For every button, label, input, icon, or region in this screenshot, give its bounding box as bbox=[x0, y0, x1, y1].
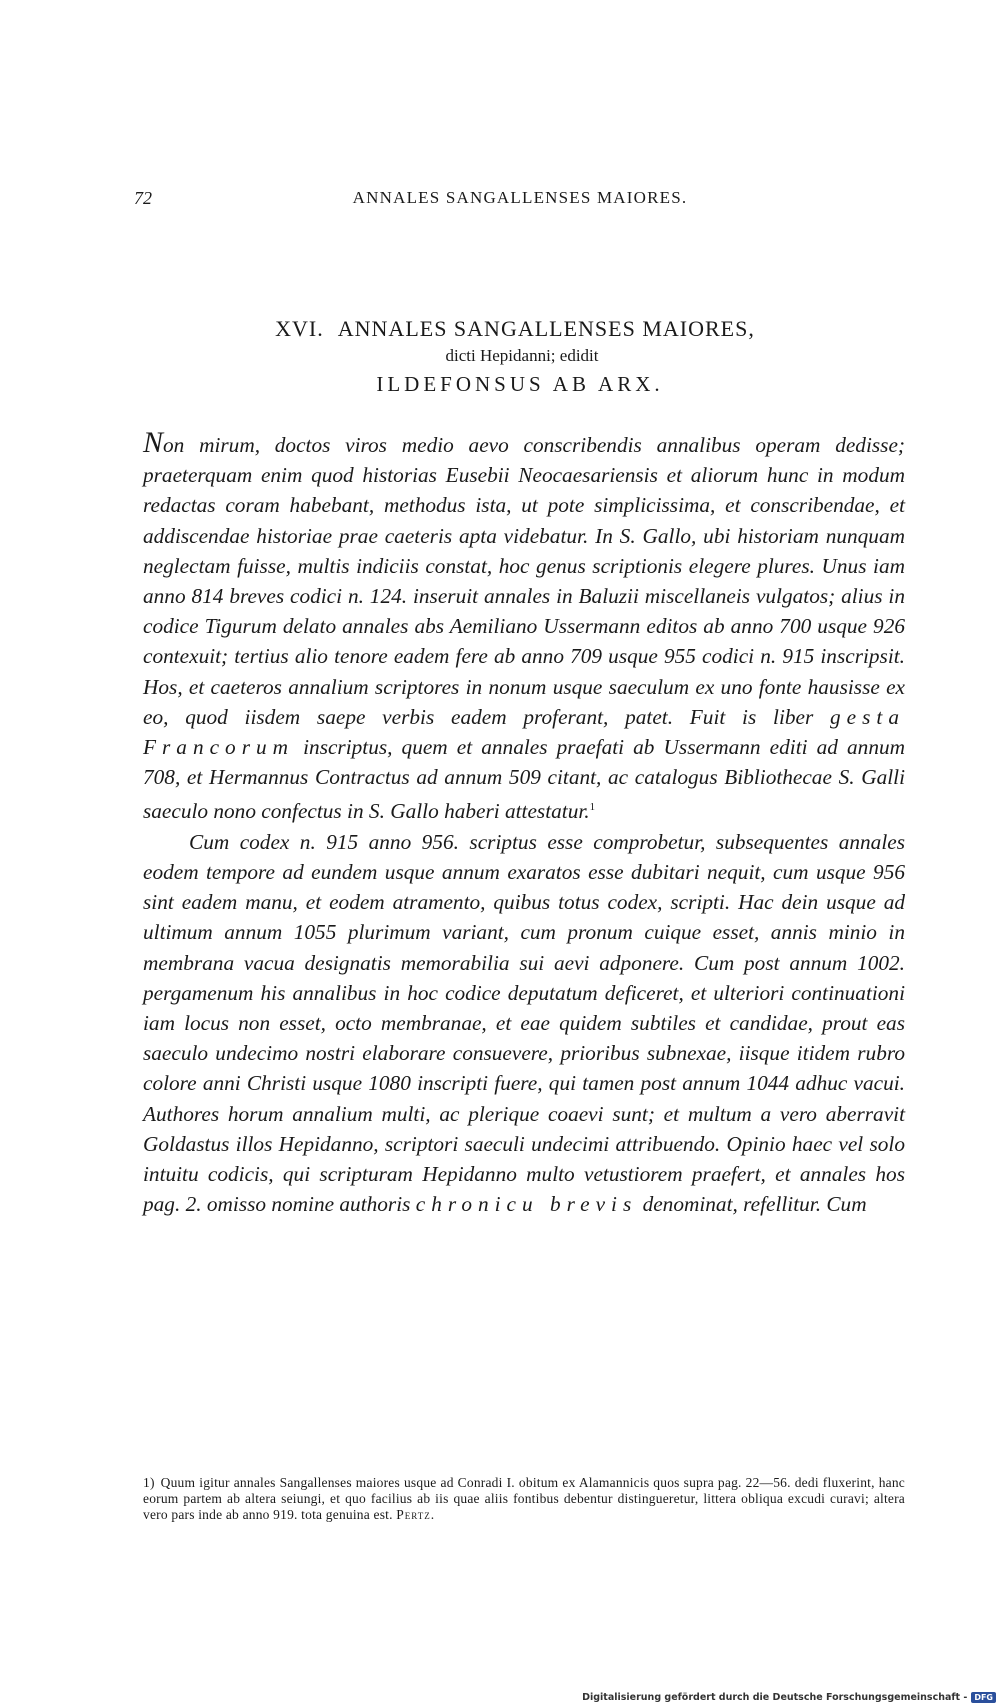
chapter-subtitle: dicti Hepidanni; edidit bbox=[445, 346, 599, 365]
paragraph-2-text-b: denominat, refellitur. Cum bbox=[642, 1192, 867, 1217]
footnote-reference[interactable]: 1 bbox=[589, 801, 596, 814]
paragraph-1-spaced-title: gesta Francorum bbox=[143, 704, 905, 760]
drop-cap: N bbox=[143, 426, 164, 459]
paragraph-2-spaced-title: chronicu brevis bbox=[415, 1192, 638, 1217]
footnote-signature: Pertz. bbox=[396, 1507, 436, 1523]
dfg-logo-icon: DFG bbox=[971, 1692, 996, 1703]
footnote-text: Quum igitur annales Sangallenses maiores usque ad Conradi I. obitum ex Alamannicis quos supra pag. 22—56. dedi fluxerint, hanc eorum partem ab altera seiungi, et quo facilius ab iis quae aliis fontibus debentur distingueretur, littera obliqua excudi curavi; altera vero pars inde ab anno 919. tota genuina est. bbox=[143, 1475, 905, 1523]
footnote bbox=[143, 1475, 905, 1524]
chapter-number: XVI. bbox=[275, 316, 324, 341]
body-text bbox=[143, 428, 905, 1219]
paragraph-2-text-a: Cum codex n. 915 anno 956. scriptus esse comprobetur, subsequentes annales eodem tempore ad eundem usque annum exaratos esse dubitari nequit, cum usque 956 sint eadem manu, et eodem atramento, quibus totus codex, scripti. Hac dein usque ad ultimum annum 1055 plurimum variant, cum pronum cuique esset, annis minio in membrana vacua designatis memorabilia sui aevi adponere. Cum post annum 1002. pergamenum his annalibus in hoc codice deputatum deficeret, et ulteriori continuationi iam locus non esset, octo membranae, et eae quidem subtiles et candidae, prout eas saeculo undecimo nostri elaborare consuevere, prioribus subnexae, iisque itidem rubro colore anni Christi usque 1080 inscripti fuere, qui tamen post annum 1044 adhuc vacui. Authores horum annalium multi, ac plerique coaevi sunt; et multum a vero aberravit Goldastus illos Hepidanno, scriptori saeculi undecimi attribuendo. Opinio haec vel solo intuitu codicis, qui scripturam Hepidanno multo vetustiorem praefert, et annales hos pag. 2. omisso nomine authoris bbox=[143, 829, 905, 1217]
editor-name: ILDEFONSUS AB ARX. bbox=[376, 372, 664, 396]
page-number: 72 bbox=[134, 188, 152, 208]
paragraph-1 bbox=[143, 428, 905, 827]
running-title: ANNALES SANGALLENSES MAIORES. bbox=[352, 188, 688, 207]
paragraph-1-text-a: on mirum, doctos viros medio aevo conscribendis annalibus operam dedisse; praeterquam enim quod historias Eusebii Neocaesariensis et aliorum hunc in modum redactas coram habebant, methodus ista, ut pote simplicissima, et conscribendae, et addiscendae historiae prae caeteris apta videbatur. In S. Gallo, ubi historiam nunquam neglectam fuisse, multis indiciis constat, hoc genus scriptionis elegere plures. Unus iam anno 814 breves codici n. 124. inseruit annales in Baluzii miscellaneis vulgatos; alius in codice Tigurum delato annales abs Aemiliano Ussermann editos ab anno 700 usque 926 contexuit; tertius alio tenore eadem fere ab anno 709 usque 955 codici n. 915 inscripsit. Hos, et caeteros annalium scriptores in nonum usque saeculum ex uno fonte hausisse ex eo, quod iisdem saepe verbis eadem proferant, patet. Fuit is liber bbox=[143, 433, 905, 729]
paragraph-2 bbox=[143, 827, 905, 1220]
footnote-mark: 1) bbox=[143, 1475, 155, 1490]
chapter-title-text: ANNALES SANGALLENSES MAIORES, bbox=[337, 316, 755, 341]
chapter-title bbox=[0, 316, 1000, 342]
watermark-text: Digitalisierung gefördert durch die Deutsche Forschungsgemeinschaft - bbox=[582, 1692, 968, 1703]
dfg-watermark bbox=[582, 1692, 996, 1703]
paragraph-1-text-b: inscriptus, quem et annales praefati ab Ussermann editi ad annum 708, et Hermannus Contractus ad annum 509 citant, ac catalogus Bibliothecae S. Galli saeculo nono confectus in S. Gallo haberi attestatur. bbox=[143, 735, 905, 824]
title-block bbox=[0, 316, 1000, 397]
